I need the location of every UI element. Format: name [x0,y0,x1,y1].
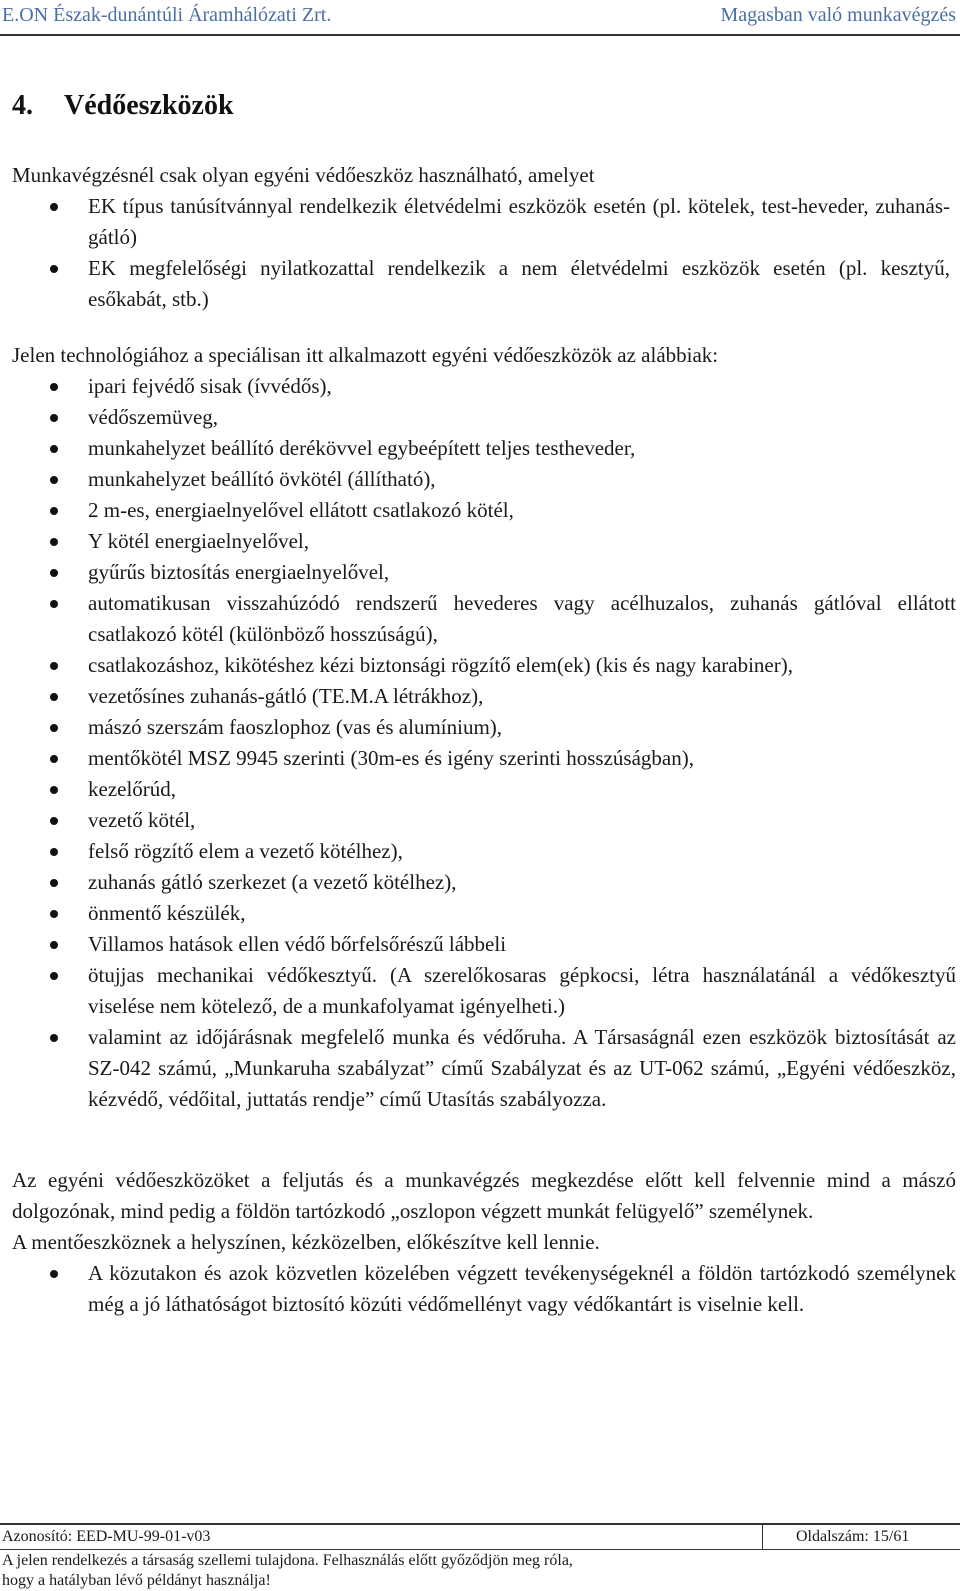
ownership-note: A jelen rendelkezés a társaság szellemi tulajdona. Felhasználás előtt győződjön meg róla, hogy a hatályban lévő példányt használja! [2,1552,573,1589]
header-company: E.ON Észak-dunántúli Áramhálózati Zrt. [2,4,332,26]
closing-paragraph-1: Az egyéni védőeszközöket a feljutás és a munkavégzés megkezdése előtt kell felvennie mind a mászó dolgozónak, mind pedig a földön tartózkodó „oszlopon végzett munkát felügyelő” személynek. [12,1168,956,1223]
page-header [0,0,960,36]
footer-divider [762,1525,763,1549]
equipment-list [12,371,956,1115]
bullet-icon [50,910,58,918]
bullet-icon [50,755,58,763]
bullet-icon [50,786,58,794]
list-item: 2 m-es, energiaelnyelővel ellátott csatlakozó kötél, [12,495,956,526]
page-number: Oldalszám: 15/61 [796,1528,910,1545]
list-item: felső rögzítő elem a vezető kötélhez), [12,836,956,867]
bullet-icon [50,1034,58,1042]
list-item: automatikusan visszahúzódó rendszerű hevederes vagy acélhuzalos, zuhanás gátlóval ellátott csatlakozó kötél (különböző hosszúságú), [12,588,956,650]
section-number: 4. [12,90,33,121]
list-item: mászó szerszám faoszlophoz (vas és alumínium), [12,712,956,743]
bullet-icon [50,569,58,577]
bullet-icon [50,817,58,825]
list-item: EK megfelelőségi nyilatkozattal rendelkezik a nem életvédelmi eszközök esetén (pl. kesztyű, esőkabát, stb.) [12,253,956,315]
list-item: A közutakon és azok közvetlen közelében végzett tevékenységeknél a földön tartózkodó személynek még a jó láthatóságot biztosító közúti védőmellényt vagy védőkantárt is viselnie kell. [12,1258,956,1320]
document-id: Azonosító: EED-MU-99-01-v03 [2,1528,211,1545]
bullet-icon [50,265,58,273]
bullet-icon [50,383,58,391]
bullet-icon [50,941,58,949]
intro-text: Munkavégzésnél csak olyan egyéni védőeszköz használható, amelyet [12,163,595,187]
list-item: ipari fejvédő sisak (ívvédős), [12,371,956,402]
closing-paragraph-2: A mentőeszköznek a helyszínen, kézközelben, előkészítve kell lennie. [12,1230,600,1254]
list-item: vezető kötél, [12,805,956,836]
bullet-icon [50,662,58,670]
bullet-icon [50,693,58,701]
bullet-icon [50,445,58,453]
header-topic: Magasban való munkavégzés [720,4,956,26]
section-title: Védőeszközök [64,90,234,121]
intro-list [12,191,956,315]
list-item: vezetősínes zuhanás-gátló (TE.M.A létrákhoz), [12,681,956,712]
list-item: kezelőrúd, [12,774,956,805]
bullet-icon [50,507,58,515]
list-item: zuhanás gátló szerkezet (a vezető kötélhez), [12,867,956,898]
list-item: Villamos hatások ellen védő bőrfelsőrészű lábbeli [12,929,956,960]
list-item: munkahelyzet beállító övkötél (állítható), [12,464,956,495]
list-item: EK típus tanúsítvánnyal rendelkezik életvédelmi eszközök esetén (pl. kötelek, test-heveder, zuhanás-gátló) [12,191,956,253]
bullet-icon [50,724,58,732]
equipment-block [12,340,956,1115]
list-item: mentőkötél MSZ 9945 szerinti (30m-es és igény szerinti hosszúságban), [12,743,956,774]
bullet-icon [50,414,58,422]
list-item: ötujjas mechanikai védőkesztyű. (A szerelőkosaras gépkocsi, létra használatánál a védőkesztyű viselése nem kötelező, de a munkafolyamat igényelheti.) [12,960,956,1022]
closing-list [12,1258,956,1320]
bullet-icon [50,203,58,211]
bullet-icon [50,1270,58,1278]
list-item: gyűrűs biztosítás energiaelnyelővel, [12,557,956,588]
closing-block [12,1165,956,1320]
bullet-icon [50,972,58,980]
list-item: csatlakozáshoz, kikötéshez kézi biztonsági rögzítő elem(ek) (kis és nagy karabiner), [12,650,956,681]
bullet-icon [50,476,58,484]
bullet-icon [50,848,58,856]
list-item: munkahelyzet beállító derékövvel egybeépített teljes testheveder, [12,433,956,464]
bullet-icon [50,879,58,887]
bullet-icon [50,600,58,608]
list-item: Y kötél energiaelnyelővel, [12,526,956,557]
page-footer [0,1523,960,1589]
list-item: védőszemüveg, [12,402,956,433]
equipment-text: Jelen technológiához a speciálisan itt alkalmazott egyéni védőeszközök az alábbiak: [12,343,719,367]
list-item: önmentő készülék, [12,898,956,929]
intro-block [12,160,956,315]
footer-info-row [0,1525,960,1550]
bullet-icon [50,538,58,546]
section-heading [12,90,234,122]
list-item: valamint az időjárásnak megfelelő munka és védőruha. A Társaságnál ezen eszközök biztosítását az SZ-042 számú, „Munkaruha szabályzat” című Szabályzat és az UT-062 számú, „Egyéni védőeszköz, kézvédő, védőital, juttatás rendje” című Utasítás szabályozza. [12,1022,956,1115]
